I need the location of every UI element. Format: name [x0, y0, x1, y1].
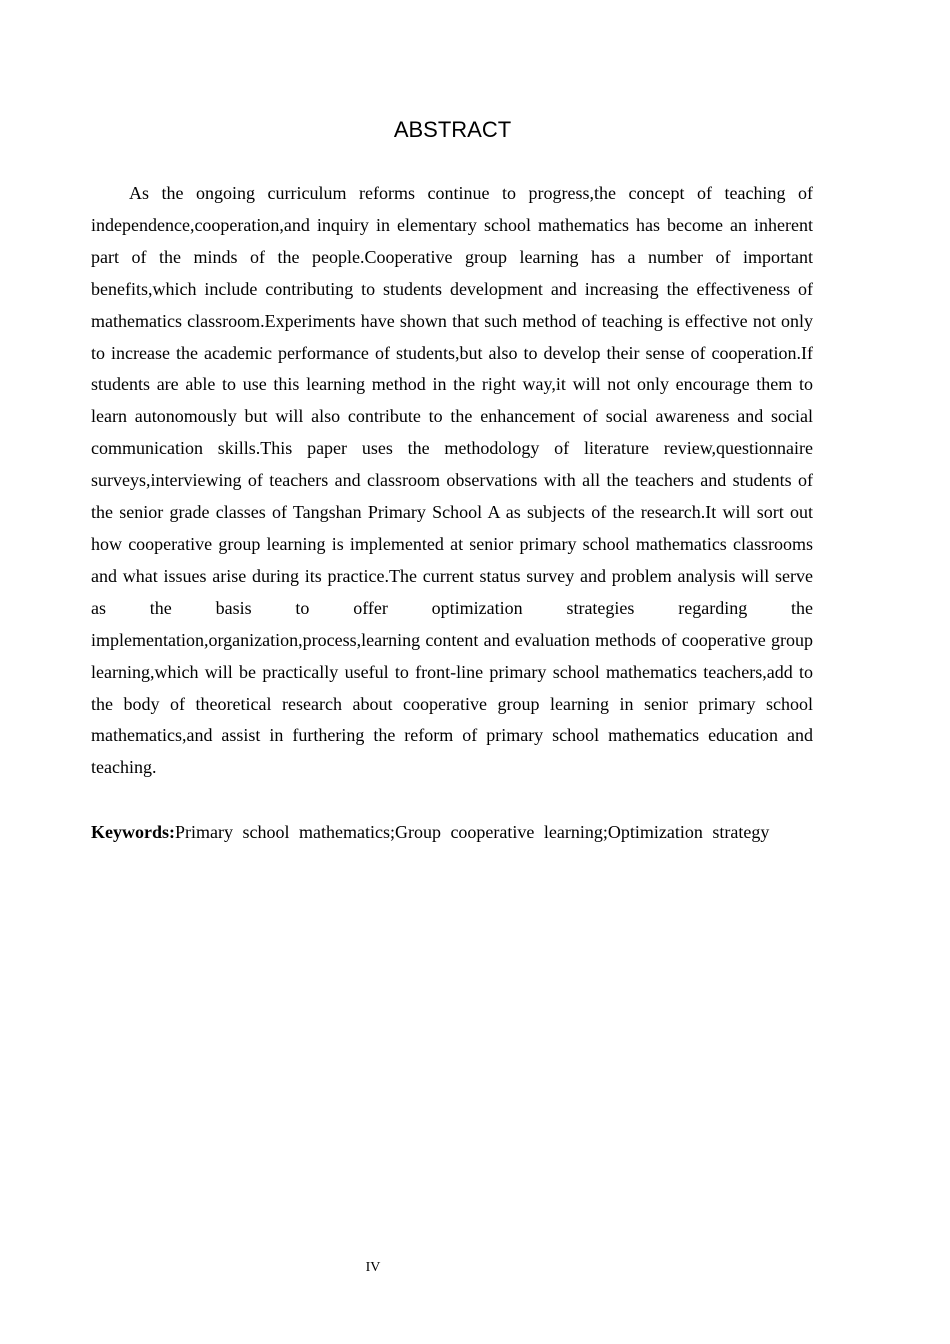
abstract-title: ABSTRACT: [393, 117, 512, 142]
abstract-body: As the ongoing curriculum reforms continue to progress,the concept of teaching of independence,cooperation,and inquiry in elementary school mathematics has become an inherent part of the minds of the people.Cooperative group learning has a number of important benefits,which include contributing to students development and increasing the effectiveness of mathematics classroom.Experiments have shown that such method of teaching is effective not only to increase the academic performance of students,but also to develop their sense of cooperation.If students are able to use this learning method in the right way,it will not only encourage them to learn autonomously but will also contribute to the enhancement of social awareness and social communication skills.This paper uses the methodology of literature review,questionnaire surveys,interviewing of teachers and classroom observations with all the teachers and students of the senior grade classes of Tangshan Primary School A as subjects of the research.It will sort out how cooperative group learning is implemented at senior primary school mathematics classrooms and what issues arise during its practice.The current status survey and problem analysis will serve as the basis to offer optimization strategies regarding the implementation,organization,process,learning content and evaluation methods of cooperative group learning,which will be practically useful to front-line primary school mathematics teachers,add to the body of theoretical research about cooperative group learning in senior primary school mathematics,and assist in furthering the reform of primary school mathematics education and teaching.: [91, 183, 813, 778]
page-number: IV: [365, 1260, 381, 1275]
keywords-text: Primary school mathematics;Group cooperative learning;Optimization strategy: [175, 822, 770, 842]
keywords-line: [91, 816, 813, 848]
keywords-label: Keywords:: [91, 822, 175, 842]
